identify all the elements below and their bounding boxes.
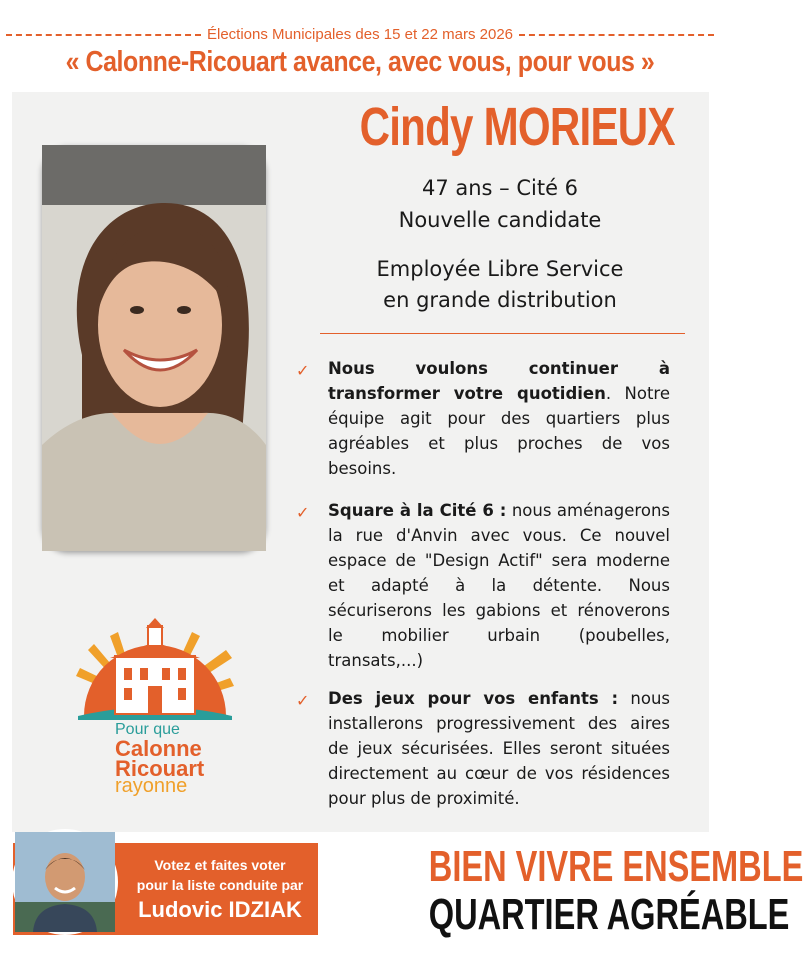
checkmark-icon: ✓ xyxy=(296,361,310,380)
leader-portrait-illustration xyxy=(15,832,115,932)
logo-text-line2: Calonne xyxy=(115,736,202,761)
bullet-item xyxy=(296,686,690,811)
bullet-text xyxy=(328,498,670,673)
leader-name: Ludovic IDZIAK xyxy=(138,897,302,922)
logo-text-line1: Pour que xyxy=(115,721,180,738)
checkmark-icon: ✓ xyxy=(296,691,310,710)
bullet-item xyxy=(296,356,690,481)
bullet-bold-lead: Des jeux pour vos enfants : xyxy=(328,689,619,708)
tagline-primary: BIEN VIVRE ENSEMBLE xyxy=(428,842,803,891)
candidate-status: Nouvelle candidate xyxy=(398,208,602,232)
vote-text-line1: Votez et faites voter xyxy=(154,857,286,873)
bullet-body: nous aménagerons la rue d'Anvin avec vous. Ce nouvel espace de "Design Actif" sera moderne et adapté à la détente. Nous sécuriserons les gabions et rénoverons le mobilier urbain (poubelles, transats,...) xyxy=(328,501,670,670)
candidate-photo xyxy=(42,145,266,551)
leader-avatar xyxy=(12,829,118,935)
vote-text-line2: pour la liste conduite par xyxy=(136,877,304,893)
left-dash-divider xyxy=(6,34,201,36)
candidate-job-line1: Employée Libre Service xyxy=(376,257,624,281)
candidate-name: Cindy MORIEUX xyxy=(359,97,675,157)
campaign-slogan: « Calonne-Ricouart avance, avec vous, pour vous » xyxy=(65,46,655,78)
bullet-bold-lead: Square à la Cité 6 : xyxy=(328,501,507,520)
tagline-secondary: QUARTIER AGRÉABLE xyxy=(428,890,790,939)
bullet-item xyxy=(296,498,690,673)
section-divider xyxy=(320,333,685,334)
candidate-job-line2: en grande distribution xyxy=(383,288,617,312)
bullet-body: . Notre équipe agit pour des quartiers plus agréables et plus proches de vos besoins. xyxy=(328,384,670,478)
candidate-portrait-illustration xyxy=(42,145,266,551)
right-dash-divider xyxy=(519,34,714,36)
logo-text-line3: Ricouart xyxy=(115,756,205,781)
checkmark-icon: ✓ xyxy=(296,503,310,522)
bullet-text xyxy=(328,356,670,481)
bullet-bold-lead: Nous voulons continuer à transformer votre quotidien xyxy=(328,359,670,403)
bullet-body: nous installerons progressivement des aires de jeux sécurisées. Elles seront situées directement au cœur de vos résidences pour plus de proximité. xyxy=(328,689,670,808)
election-dates-text: Élections Municipales des 15 et 22 mars 2026 xyxy=(207,26,514,43)
logo-text-line4: rayonne xyxy=(115,775,188,797)
candidate-age-location: 47 ans – Cité 6 xyxy=(421,176,579,200)
election-dates-line xyxy=(0,26,720,43)
bullet-text xyxy=(328,686,670,811)
